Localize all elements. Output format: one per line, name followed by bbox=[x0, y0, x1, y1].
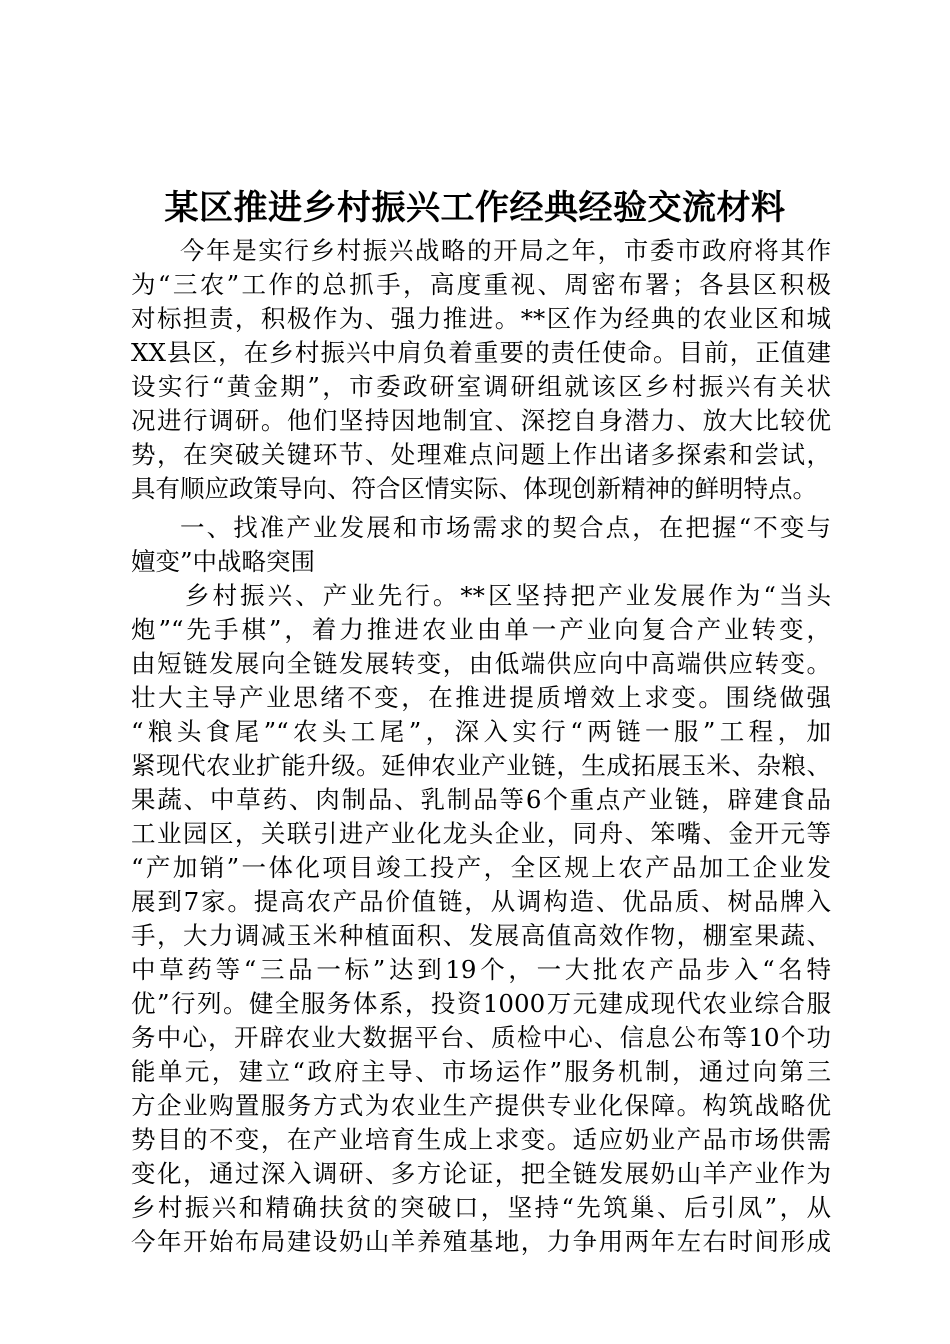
text-line: 设实行“黄金期”，市委政研室调研组就该区乡村振兴有关状 bbox=[131, 372, 831, 401]
text-line: XX县区，在乡村振兴中肩负着重要的责任使命。目前，正值建 bbox=[131, 338, 831, 367]
text-line: 今年开始布局建设奶山羊养殖基地，力争用两年左右时间形成 bbox=[131, 1227, 831, 1256]
text-line: 变化，通过深入调研、多方论证，把全链发展奶山羊产业作为 bbox=[131, 1159, 831, 1188]
text-line: 壮大主导产业思绪不变，在推进提质增效上求变。围绕做强 bbox=[131, 683, 831, 712]
text-line: 紧现代农业扩能升级。延伸农业产业链，生成拓展玉米、杂粮、 bbox=[131, 751, 831, 780]
text-line: 务中心，开辟农业大数据平台、质检中心、信息公布等10个功 bbox=[131, 1023, 831, 1052]
section-1-body bbox=[131, 579, 831, 1259]
text-line: 具有顺应政策导向、符合区情实际、体现创新精神的鲜明特点。 bbox=[131, 474, 817, 503]
text-line: 能单元，建立“政府主导、市场运作”服务机制，通过向第三 bbox=[131, 1057, 831, 1086]
document-title: 某区推进乡村振兴工作经典经验交流材料 bbox=[164, 188, 786, 228]
intro-paragraph bbox=[131, 234, 831, 506]
text-line: 乡村振兴和精确扶贫的突破口，坚持“先筑巢、后引凤”，从 bbox=[131, 1193, 831, 1222]
heading-line: 一、找准产业发展和市场需求的契合点，在把握“不变与 bbox=[180, 513, 831, 542]
text-line: 中草药等“三品一标”达到19个，一大批农产品步入“名特 bbox=[131, 955, 831, 984]
text-line: 方企业购置服务方式为农业生产提供专业化保障。构筑战略优 bbox=[131, 1091, 831, 1120]
text-line: 由短链发展向全链发展转变，由低端供应向中高端供应转变。 bbox=[131, 649, 831, 678]
text-line: “粮头食尾”“农头工尾”，深入实行“两链一服”工程，加 bbox=[131, 717, 831, 746]
section-1-heading bbox=[131, 511, 831, 579]
text-line: 对标担责，积极作为、强力推进。**区作为经典的农业区和城 bbox=[131, 304, 831, 333]
text-line: 为“三农”工作的总抓手，高度重视、周密布署；各县区积极 bbox=[131, 270, 831, 299]
text-line: 今年是实行乡村振兴战略的开局之年，市委市政府将其作 bbox=[180, 236, 831, 265]
text-line: 工业园区，关联引进产业化龙头企业，同舟、笨嘴、金开元等 bbox=[131, 819, 831, 848]
text-line: 手，大力调减玉米种植面积、发展高值高效作物，棚室果蔬、 bbox=[131, 921, 831, 950]
text-line: 势目的不变，在产业培育生成上求变。适应奶业产品市场供需 bbox=[131, 1125, 831, 1154]
text-line: 势，在突破关键环节、处理难点问题上作出诸多探索和尝试， bbox=[131, 440, 831, 469]
text-line: 优”行列。健全服务体系，投资1000万元建成现代农业综合服 bbox=[131, 989, 831, 1018]
heading-line: 嬗变”中战略突围 bbox=[131, 547, 316, 576]
text-line: 乡村振兴、产业先行。**区坚持把产业发展作为“当头 bbox=[185, 581, 831, 610]
text-line: “产加销”一体化项目竣工投产，全区规上农产品加工企业发 bbox=[131, 853, 831, 882]
text-line: 况进行调研。他们坚持因地制宜、深挖自身潜力、放大比较优 bbox=[131, 406, 831, 435]
text-line: 炮”“先手棋”，着力推进农业由单一产业向复合产业转变， bbox=[131, 615, 831, 644]
text-line: 果蔬、中草药、肉制品、乳制品等6个重点产业链，辟建食品 bbox=[131, 785, 831, 814]
text-line: 展到7家。提高农产品价值链，从调构造、优品质、树品牌入 bbox=[131, 887, 831, 916]
